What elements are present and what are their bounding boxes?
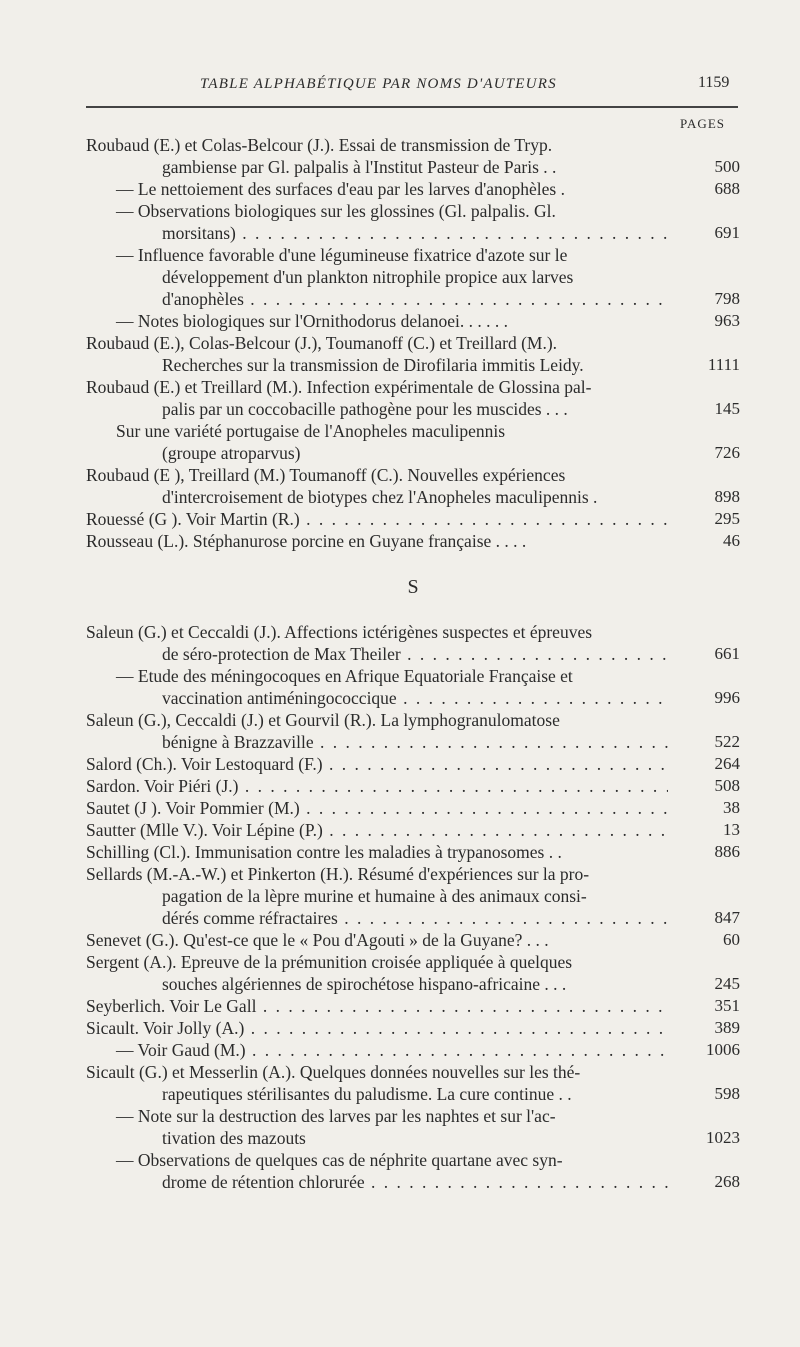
entry-text-line: — Notes biologiques sur l'Ornithodorus delanoei. . . . . .	[116, 311, 508, 331]
entry-text-line: Sicault (G.) et Messerlin (A.). Quelques données nouvelles sur les thé-	[86, 1062, 581, 1082]
page-reference: 598	[714, 1084, 740, 1103]
entry-text-line: — Etude des méningocoques en Afrique Equatoriale Française et	[116, 666, 573, 686]
page-reference: 1006	[706, 1040, 740, 1059]
entry-text-line: Sicault. Voir Jolly (A.) . . .	[86, 1017, 668, 1039]
header-rule	[86, 106, 738, 108]
page-reference: 38	[723, 798, 740, 817]
entry-text-line: Roubaud (E.) et Colas-Belcour (J.). Essai de transmission de Tryp.	[86, 135, 553, 155]
entry-text-line: tivation des mazouts	[162, 1128, 306, 1148]
index-entry	[86, 244, 740, 310]
entry-text-line: développement d'un plankton nitrophile propice aux larves	[162, 267, 574, 287]
page-reference: 500	[714, 157, 740, 176]
page-reference: 886	[714, 842, 740, 861]
pages-column-label: PAGES	[680, 116, 725, 131]
index-entry	[86, 819, 740, 841]
index-entry	[86, 464, 740, 508]
index-entry	[86, 995, 740, 1017]
page-reference: 46	[723, 531, 740, 550]
entry-text-line: Rousseau (L.). Stéphanurose porcine en Guyane française . . . .	[86, 531, 527, 551]
index-entry	[86, 1149, 740, 1193]
entry-text-line: palis par un coccobacille pathogène pour les muscides . . .	[162, 399, 568, 419]
entry-text-line: — Influence favorable d'une légumineuse fixatrice d'azote sur le	[116, 245, 568, 265]
entry-text-line: pagation de la lèpre murine et humaine à des animaux consi-	[162, 886, 587, 906]
page-reference: 661	[714, 644, 740, 663]
index-entry	[86, 1105, 740, 1149]
entry-text-line: — Observations biologiques sur les glossines (Gl. palpalis. Gl.	[116, 201, 556, 221]
index-entry	[86, 929, 740, 951]
page-reference: 245	[714, 974, 740, 993]
index-entry	[86, 841, 740, 863]
page-reference: 688	[714, 179, 740, 198]
index-entry	[86, 420, 740, 464]
entry-text-line: Senevet (G.). Qu'est-ce que le « Pou d'Agouti » de la Guyane? . . .	[86, 930, 549, 950]
entry-text-line: bénigne à Brazzaville . . .	[86, 731, 668, 753]
index-entry	[86, 775, 740, 797]
entry-text-line: Schilling (Cl.). Immunisation contre les maladies à trypanosomes . .	[86, 842, 562, 862]
entry-text-line: d'anophèles . . .	[86, 288, 668, 310]
page-reference: 264	[714, 754, 740, 773]
entry-text-line: Seyberlich. Voir Le Gall . . .	[86, 995, 668, 1017]
entry-text-line: Sautter (Mlle V.). Voir Lépine (P.) . . .	[86, 819, 668, 841]
page-reference: 268	[714, 1172, 740, 1191]
entry-text-line: Rouessé (G ). Voir Martin (R.) . . .	[86, 508, 668, 530]
entry-text-line: Sautet (J ). Voir Pommier (M.) . . .	[86, 797, 668, 819]
author-index	[86, 134, 740, 1193]
page-reference: 726	[714, 443, 740, 462]
entry-text-line: Roubaud (E ), Treillard (M.) Toumanoff (C.). Nouvelles expériences	[86, 465, 566, 485]
entry-text-line: drome de rétention chlorurée . . .	[86, 1171, 668, 1193]
entry-text-line: — Note sur la destruction des larves par les naphtes et sur l'ac-	[116, 1106, 556, 1126]
entry-text-line: rapeutiques stérilisantes du paludisme. La cure continue . .	[162, 1084, 572, 1104]
index-entry	[86, 332, 740, 376]
entry-text-line: Saleun (G.) et Ceccaldi (J.). Affections ictérigènes suspectes et épreuves	[86, 622, 593, 642]
page-reference: 351	[714, 996, 740, 1015]
entry-text-line: Sardon. Voir Piéri (J.) . . .	[86, 775, 668, 797]
index-entry	[86, 508, 740, 530]
index-entry	[86, 310, 740, 332]
entry-text-line: Sellards (M.-A.-W.) et Pinkerton (H.). Résumé d'expériences sur la pro-	[86, 864, 590, 884]
index-entry	[86, 1039, 740, 1061]
page-reference: 13	[723, 820, 740, 839]
page-reference: 996	[714, 688, 740, 707]
index-entry	[86, 376, 740, 420]
page-reference: 389	[714, 1018, 740, 1037]
entry-text-line: de séro-protection de Max Theiler . . .	[86, 643, 668, 665]
entry-text-line: — Observations de quelques cas de néphrite quartane avec syn-	[116, 1150, 563, 1170]
entries-r	[86, 134, 740, 552]
section-letter-s: S	[407, 576, 419, 598]
page-reference: 295	[714, 509, 740, 528]
page-reference: 798	[714, 289, 740, 308]
index-entry	[86, 863, 740, 929]
index-entry	[86, 797, 740, 819]
entry-text-line: Roubaud (E.) et Treillard (M.). Infection expérimentale de Glossina pal-	[86, 377, 592, 397]
entry-text-line: morsitans) . . .	[86, 222, 668, 244]
entry-text-line: — Voir Gaud (M.) . . .	[86, 1039, 668, 1061]
index-entry	[86, 665, 740, 709]
entry-text-line: (groupe atroparvus)	[162, 443, 301, 463]
entry-text-line: Sergent (A.). Epreuve de la prémunition croisée appliquée à quelques	[86, 952, 573, 972]
entries-s	[86, 621, 740, 1193]
page-reference: 1111	[707, 355, 740, 374]
page-reference: 145	[714, 399, 740, 418]
index-entry	[86, 200, 740, 244]
page-reference: 898	[714, 487, 740, 506]
entry-text-line: gambiense par Gl. palpalis à l'Institut Pasteur de Paris . .	[162, 157, 557, 177]
page-reference: 691	[714, 223, 740, 242]
entry-text-line: vaccination antiméningococcique . . .	[86, 687, 668, 709]
page-reference: 522	[714, 732, 740, 751]
page-reference: 508	[714, 776, 740, 795]
page-reference: 963	[714, 311, 740, 330]
entry-text-line: Recherches sur la transmission de Dirofilaria immitis Leidy.	[162, 355, 584, 375]
index-entry	[86, 1017, 740, 1039]
page-reference: 60	[723, 930, 740, 949]
entry-text-line: Saleun (G.), Ceccaldi (J.) et Gourvil (R.). La lymphogranulomatose	[86, 710, 560, 730]
page-reference: 847	[714, 908, 740, 927]
running-title: TABLE ALPHABÉTIQUE PAR NOMS D'AUTEURS	[200, 76, 557, 92]
index-entry	[86, 709, 740, 753]
entry-text-line: Salord (Ch.). Voir Lestoquard (F.) . . .	[86, 753, 668, 775]
index-entry	[86, 530, 740, 552]
page-number: 1159	[698, 74, 730, 91]
index-entry	[86, 951, 740, 995]
index-entry	[86, 753, 740, 775]
entry-text-line: souches algériennes de spirochétose hispano-africaine . . .	[162, 974, 567, 994]
entry-text-line: Roubaud (E.), Colas-Belcour (J.), Toumanoff (C.) et Treillard (M.).	[86, 333, 558, 353]
index-entry	[86, 621, 740, 665]
index-entry	[86, 1061, 740, 1105]
entry-text-line: d'intercroisement de biotypes chez l'Anopheles maculipennis .	[162, 487, 598, 507]
entry-text-line: Sur une variété portugaise de l'Anopheles maculipennis	[116, 421, 506, 441]
index-entry	[86, 134, 740, 178]
page-reference: 1023	[706, 1128, 740, 1147]
entry-text-line: — Le nettoiement des surfaces d'eau par les larves d'anophèles .	[116, 179, 565, 199]
index-entry	[86, 178, 740, 200]
entry-text-line: dérés comme réfractaires . . .	[86, 907, 668, 929]
